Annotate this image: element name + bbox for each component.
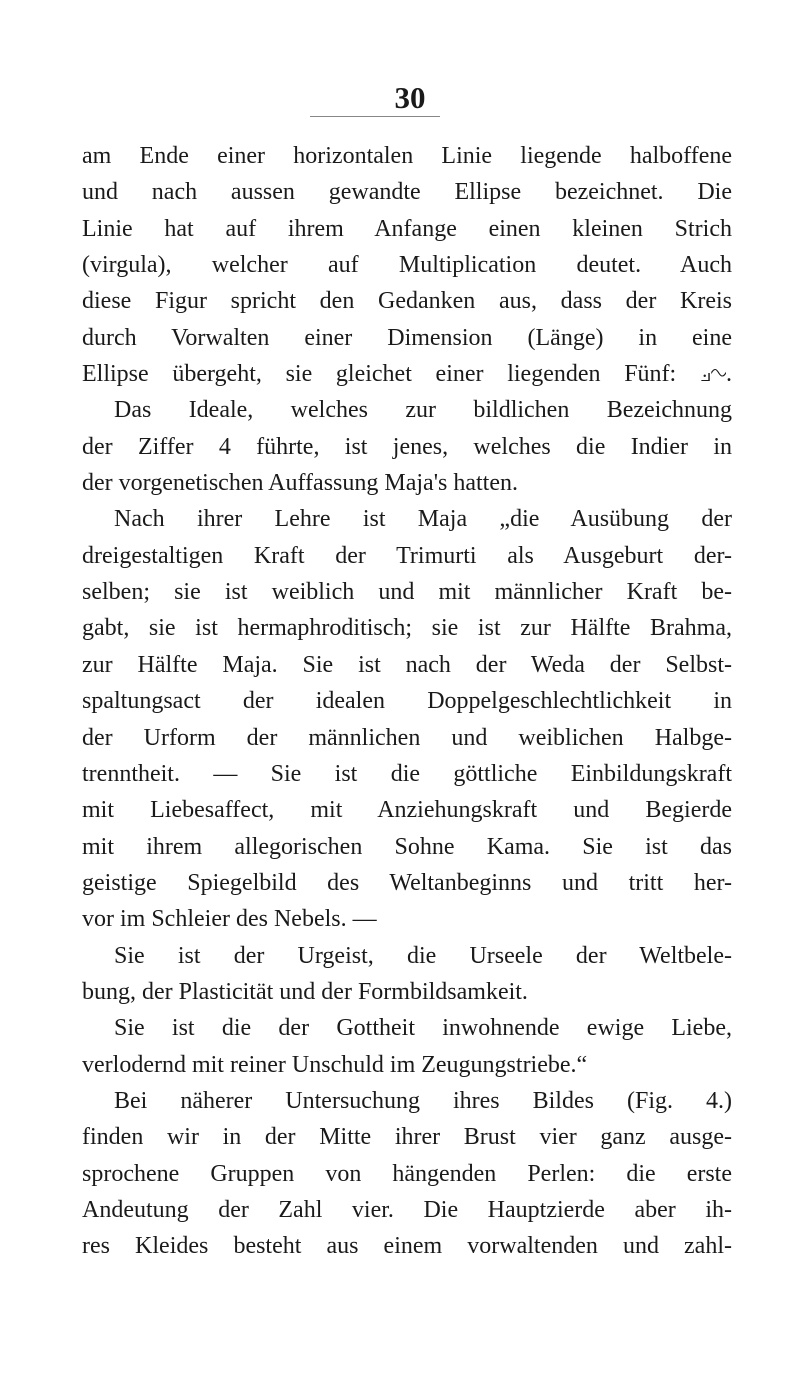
text-line: trenntheit. — Sie ist die göttliche Einbildungskraft <box>82 760 732 787</box>
body-text <box>82 138 732 1265</box>
text-line: der Ziffer 4 führte, ist jenes, welches die Indier in <box>82 433 732 460</box>
text-line: (virgula), welcher auf Multiplication deutet. Auch <box>82 252 732 279</box>
text-line: spaltungsact der idealen Doppelgeschlechtlichkeit in <box>82 688 732 715</box>
text-line: Linie hat auf ihrem Anfange einen kleinen Strich <box>82 215 732 242</box>
text-line: zur Hälfte Maja. Sie ist nach der Weda der Selbst- <box>82 651 732 678</box>
text-line: und nach aussen gewandte Ellipse bezeichnet. Die <box>82 179 732 206</box>
text-line: mit ihrem allegorischen Sohne Kama. Sie ist das <box>82 833 732 860</box>
text-line: dreigestaltigen Kraft der Trimurti als Ausgeburt der- <box>82 542 732 569</box>
text-line: bung, der Plasticität und der Formbildsamkeit. <box>82 978 528 1005</box>
text-line: Ellipse übergeht, sie gleichet einer liegenden Fünf: ⟓∿. <box>82 361 732 388</box>
header-rule <box>310 116 440 117</box>
text-line: Bei näherer Untersuchung ihres Bildes (Fig. 4.) <box>114 1087 732 1114</box>
text-line: verlodernd mit reiner Unschuld im Zeugungstriebe.“ <box>82 1051 588 1078</box>
text-line: der Urform der männlichen und weiblichen Halbge- <box>82 724 732 751</box>
text-line: diese Figur spricht den Gedanken aus, dass der Kreis <box>82 288 732 315</box>
text-line: der vorgenetischen Auffassung Maja's hatten. <box>82 470 518 497</box>
text-line: finden wir in der Mitte ihrer Brust vier ganz ausge- <box>82 1124 732 1151</box>
text-line: geistige Spiegelbild des Weltanbeginns und tritt her- <box>82 869 732 896</box>
text-line: Andeutung der Zahl vier. Die Hauptzierde aber ih- <box>82 1196 732 1223</box>
text-line: Das Ideale, welches zur bildlichen Bezeichnung <box>114 397 732 424</box>
text-line: Sie ist die der Gottheit inwohnende ewige Liebe, <box>114 1015 732 1042</box>
page-number: 30 <box>394 80 426 115</box>
text-line: vor im Schleier des Nebels. — <box>82 906 377 933</box>
text-line: am Ende einer horizontalen Linie liegende halboffene <box>82 143 732 169</box>
text-line: sprochene Gruppen von hängenden Perlen: die erste <box>82 1160 732 1187</box>
text-line: selben; sie ist weiblich und mit männlicher Kraft be- <box>82 579 732 606</box>
text-line: res Kleides besteht aus einem vorwaltenden und zahl- <box>82 1233 732 1260</box>
text-line: gabt, sie ist hermaphroditisch; sie ist zur Hälfte Brahma, <box>82 615 732 642</box>
text-line: Nach ihrer Lehre ist Maja „die Ausübung der <box>114 506 732 533</box>
text-line: durch Vorwalten einer Dimension (Länge) in eine <box>82 324 732 351</box>
text-line: mit Liebesaffect, mit Anziehungskraft und Begierde <box>82 797 732 824</box>
text-line: Sie ist der Urgeist, die Urseele der Weltbele- <box>114 942 732 969</box>
